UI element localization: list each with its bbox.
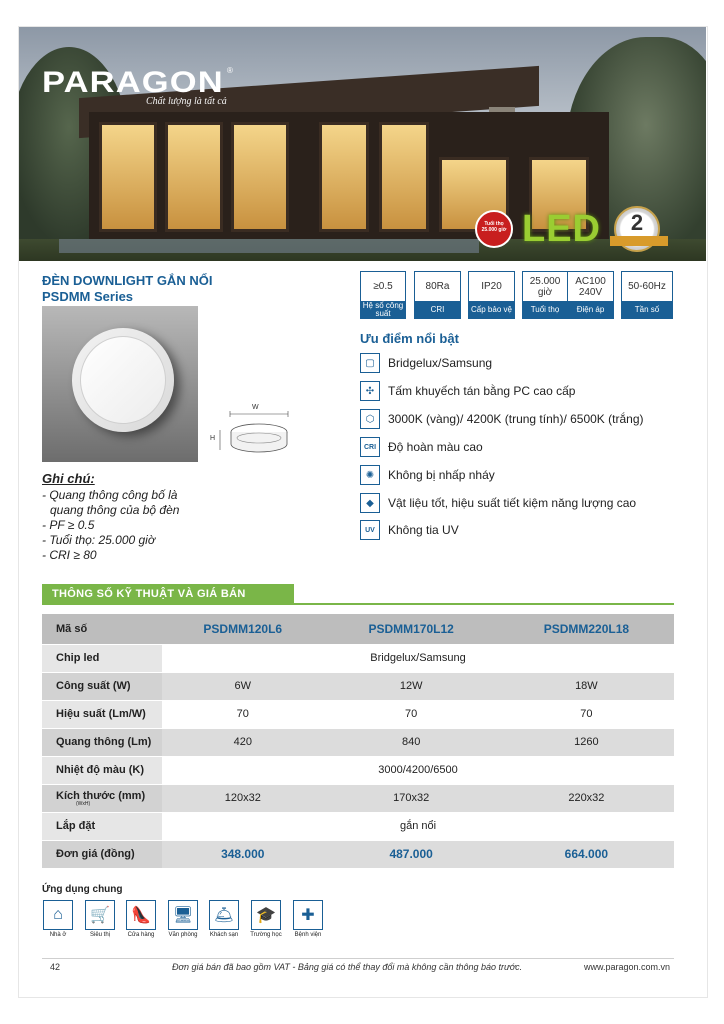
table-row	[42, 756, 674, 784]
application-label: Cửa hàng	[127, 932, 155, 938]
row-label-text: Kích thước (mm)	[56, 789, 146, 802]
notes-block	[42, 471, 262, 563]
table-row	[42, 672, 674, 700]
warranty-badge	[614, 206, 660, 252]
downlight-body	[72, 328, 174, 432]
row-label-sub: (WxH)	[76, 800, 91, 807]
hotel-icon: 🛎	[209, 900, 239, 930]
table-row	[42, 812, 674, 840]
applications-title: Ứng dụng chung	[42, 884, 123, 895]
spec-label: Hệ số công suất	[362, 300, 404, 318]
advantage-text: Vật liệu tốt, hiệu suất tiết kiệm năng lượng cao	[388, 496, 637, 510]
no-flicker-icon: ✺	[360, 465, 380, 485]
table-cell: 1260	[499, 728, 674, 756]
spec-label: Cấp bảo vệ	[469, 301, 514, 318]
hero-window	[99, 122, 157, 232]
model-code: PSDMM170L12	[324, 614, 499, 644]
hero-image	[19, 27, 706, 261]
registered-mark: ®	[227, 66, 233, 75]
table-cell: 120x32	[162, 784, 324, 812]
lifetime-badge: Tuổi thọ 25.000 giờ	[475, 210, 513, 248]
diffuser-icon: ✣	[360, 381, 380, 401]
row-label: Đơn giá (đồng)	[42, 840, 162, 868]
advantage-text: Tấm khuyếch tán bằng PC cao cấp	[388, 384, 576, 398]
table-cell: 220x32	[499, 784, 674, 812]
note-line: quang thông của bộ đèn	[50, 503, 180, 517]
row-label: Hiệu suất (Lm/W)	[42, 700, 162, 728]
table-header-label: Mã số	[42, 614, 162, 644]
table-cell: gắn nổi	[162, 812, 674, 840]
table-cell: 18W	[499, 672, 674, 700]
spec-label: Tần số	[622, 301, 672, 318]
table-row	[42, 700, 674, 728]
spec-value: AC100 240V	[575, 275, 606, 298]
price-disclaimer: Đơn giá bán đã bao gồm VAT - Bảng giá có thể thay đổi mà không cần thông báo trước.	[172, 962, 523, 972]
table-cell: 170x32	[324, 784, 499, 812]
dimension-sketch	[210, 402, 300, 462]
spec-box-voltage	[567, 271, 614, 319]
advantage-item	[360, 352, 492, 374]
table-cell: Bridgelux/Samsung	[162, 644, 674, 672]
price-cell: 487.000	[324, 840, 499, 868]
table-cell: 70	[324, 700, 499, 728]
section-divider	[42, 603, 674, 605]
notes-title: Ghi chú:	[42, 471, 95, 486]
row-label: Nhiệt độ màu (K)	[42, 756, 162, 784]
spec-section-title: THÔNG SỐ KỸ THUẬT VÀ GIÁ BÁN	[42, 584, 294, 604]
brand-logo	[42, 66, 233, 107]
note-line: - Quang thông công bố là	[42, 488, 178, 502]
spec-box-power-factor	[360, 271, 406, 319]
application-item	[167, 900, 199, 938]
spec-label: Tuổi thọ	[523, 301, 567, 318]
table-cell: 840	[324, 728, 499, 756]
advantage-text: Bridgelux/Samsung	[388, 356, 493, 370]
advantage-text: 3000K (vàng)/ 4200K (trung tính)/ 6500K (trắng)	[388, 412, 644, 426]
product-title: ĐÈN DOWNLIGHT GẮN NỔI	[42, 273, 213, 288]
advantage-text: Độ hoàn màu cao	[388, 440, 483, 454]
application-item	[84, 900, 116, 938]
table-header-row	[42, 614, 674, 644]
spec-value: 80Ra	[425, 281, 450, 292]
row-label	[42, 784, 162, 812]
row-label: Chip led	[42, 644, 162, 672]
application-item	[42, 900, 74, 938]
spec-value: IP20	[481, 281, 502, 292]
page-number: 42	[50, 962, 61, 972]
advantage-text: Không tia UV	[388, 523, 459, 537]
price-cell: 348.000	[162, 840, 324, 868]
application-label: Văn phòng	[168, 932, 198, 938]
website-link[interactable]: www.paragon.com.vn	[583, 962, 670, 972]
hero-window	[231, 122, 289, 232]
shoe-icon: 👠	[126, 900, 156, 930]
product-photo	[42, 306, 198, 462]
table-cell: 70	[162, 700, 324, 728]
application-label: Siêu thị	[89, 932, 110, 938]
table-cell: 12W	[324, 672, 499, 700]
model-code: PSDMM120L6	[162, 614, 324, 644]
school-icon: 🎓	[251, 900, 281, 930]
row-label: Công suất (W)	[42, 672, 162, 700]
downlight-diffuser	[80, 336, 166, 424]
advantage-item	[360, 408, 644, 430]
note-line: - Tuổi thọ: 25.000 giờ	[42, 533, 156, 547]
brand-tagline: Chất lượng là tất cả	[146, 96, 227, 107]
width-label: W	[252, 404, 259, 411]
table-cell: 70	[499, 700, 674, 728]
spec-price-table	[42, 614, 674, 869]
dimension-drawing	[210, 402, 300, 462]
table-row	[42, 784, 674, 812]
brand-name: PARAGON	[42, 66, 224, 99]
advantage-item	[360, 436, 483, 458]
spec-box-ip	[468, 271, 515, 319]
price-cell: 664.000	[499, 840, 674, 868]
hero-pool	[59, 239, 479, 253]
cart-icon: 🛒	[85, 900, 115, 930]
spec-box-frequency	[621, 271, 673, 319]
spec-label: CRI	[415, 301, 460, 318]
application-label: Nhà ở	[49, 932, 67, 938]
application-item	[125, 900, 157, 938]
advantage-item	[360, 519, 459, 541]
warranty-years: 2	[630, 210, 644, 235]
spec-label: Điện áp	[568, 301, 613, 318]
hospital-icon: ✚	[293, 900, 323, 930]
warranty-ribbon	[610, 236, 668, 246]
led-label: LED	[522, 208, 601, 250]
application-item	[208, 900, 240, 938]
page-footer	[42, 958, 674, 972]
height-label: H	[210, 435, 216, 442]
advantages-title: Ưu điểm nổi bật	[360, 331, 459, 346]
office-icon: 🖥	[168, 900, 198, 930]
table-row	[42, 728, 674, 756]
table-row	[42, 644, 674, 672]
diamond-icon: ◆	[360, 493, 380, 513]
application-item	[250, 900, 282, 938]
note-line: - PF ≥ 0.5	[42, 518, 95, 532]
home-icon: ⌂	[43, 900, 73, 930]
table-cell: 420	[162, 728, 324, 756]
row-label: Quang thông (Lm)	[42, 728, 162, 756]
product-series: PSDMM Series	[42, 289, 134, 304]
spec-value: 25.000 giờ	[529, 275, 561, 298]
hero-window	[319, 122, 369, 232]
spec-value: 50-60Hz	[628, 281, 666, 292]
application-label: Khách sạn	[209, 932, 239, 938]
application-item	[292, 900, 324, 938]
application-label: Bệnh viện	[294, 932, 322, 938]
chip-icon: ▢	[360, 353, 380, 373]
spec-box-cri	[414, 271, 461, 319]
note-line: - CRI ≥ 80	[42, 548, 97, 562]
table-row	[42, 840, 674, 868]
advantage-text: Không bị nhấp nháy	[388, 468, 495, 482]
table-cell: 3000/4200/6500	[162, 756, 674, 784]
model-code: PSDMM220L18	[499, 614, 674, 644]
color-temp-icon: ⬡	[360, 409, 380, 429]
application-label: Trường học	[250, 932, 282, 938]
spec-box-lifetime	[522, 271, 568, 319]
cri-icon: CRI	[360, 437, 380, 457]
no-uv-icon: UV	[360, 520, 380, 540]
table-cell: 6W	[162, 672, 324, 700]
spec-value: ≥0.5	[373, 281, 393, 292]
advantage-item	[360, 464, 495, 486]
hero-window	[165, 122, 223, 232]
advantage-item	[360, 380, 575, 402]
hero-window	[379, 122, 429, 232]
advantage-item	[360, 492, 636, 514]
row-label: Lắp đặt	[42, 812, 162, 840]
